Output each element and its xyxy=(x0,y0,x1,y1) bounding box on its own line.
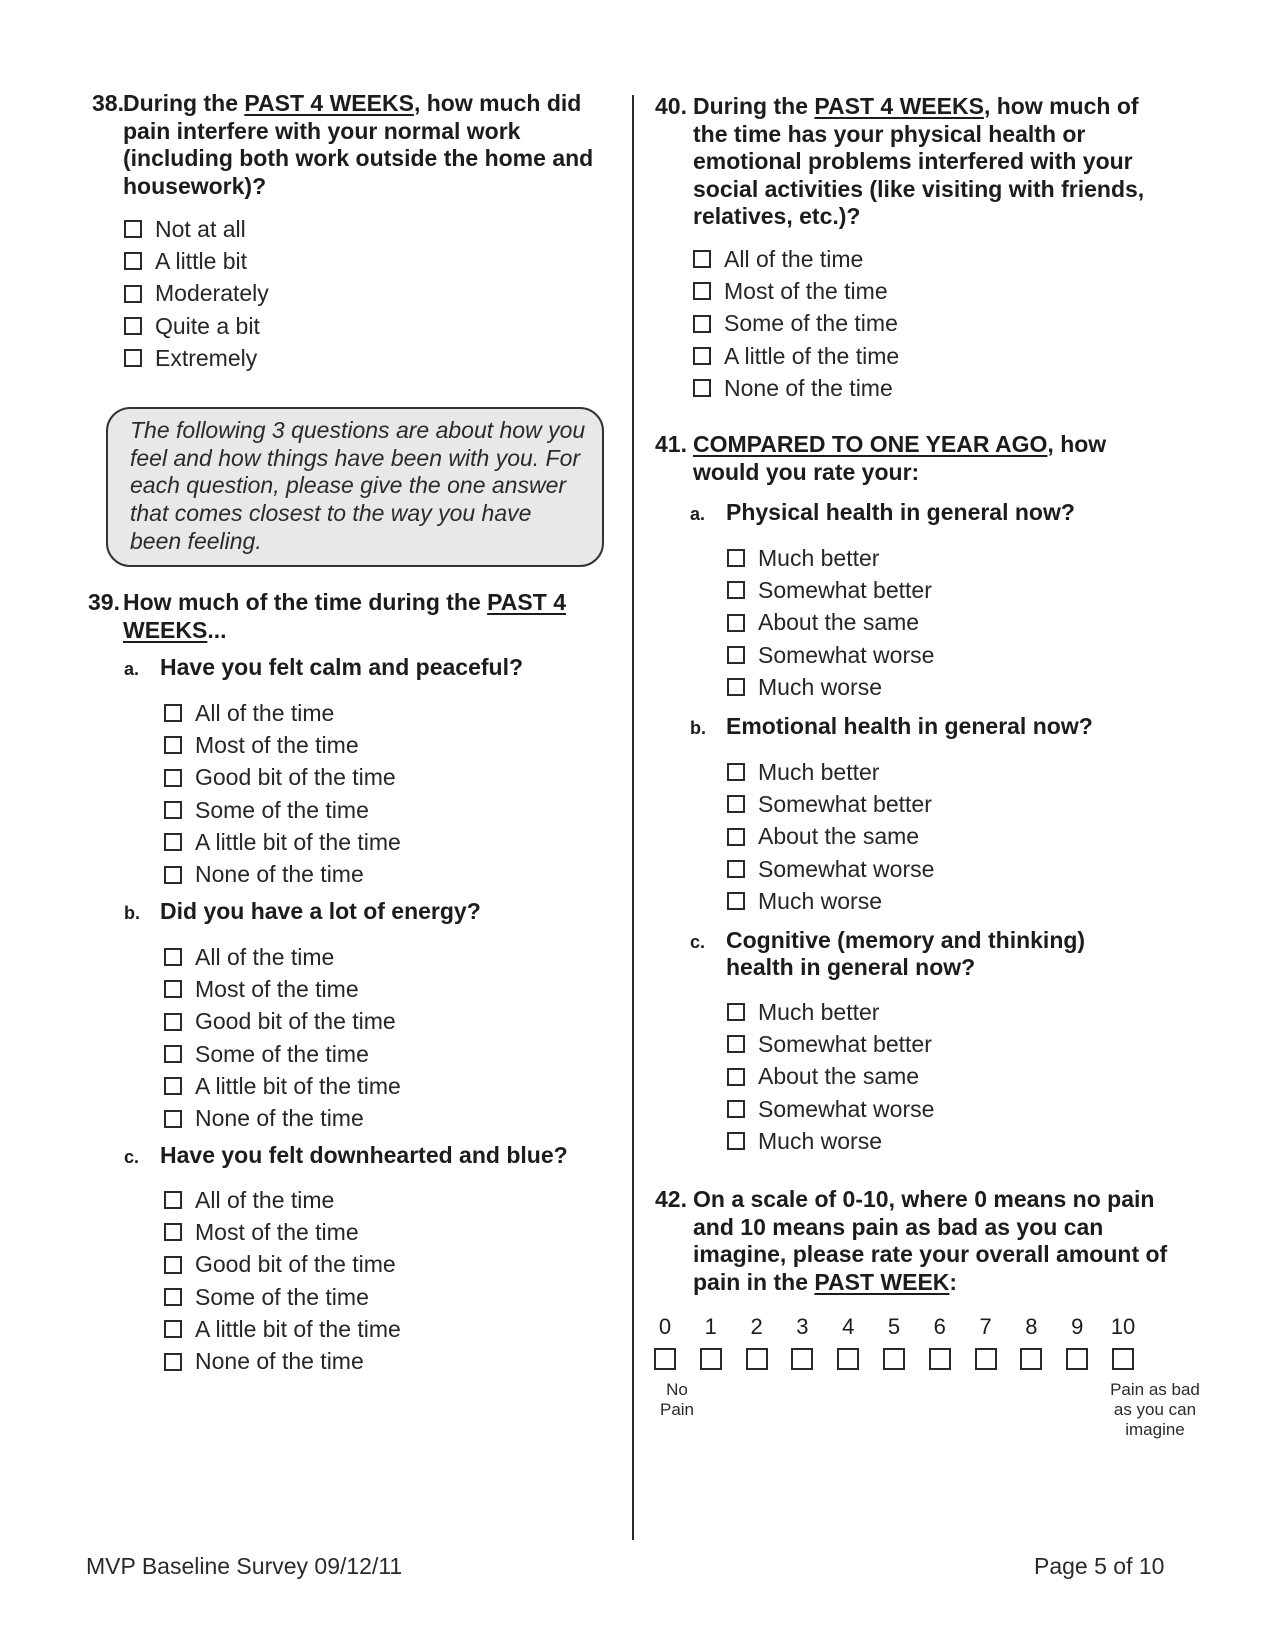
question-41b: b. Emotional health in general now? xyxy=(690,713,1093,739)
question-number: 39. xyxy=(88,589,120,615)
option-label: Somewhat better xyxy=(758,1030,932,1057)
scale-checkbox[interactable] xyxy=(975,1348,997,1370)
option-label: Moderately xyxy=(155,280,269,307)
scale-number: 9 xyxy=(1071,1314,1084,1339)
answer-checkbox[interactable] xyxy=(727,1003,745,1021)
q41b-options xyxy=(727,756,934,917)
answer-checkbox[interactable] xyxy=(727,581,745,599)
answer-checkbox[interactable] xyxy=(727,549,745,567)
option-label: None of the time xyxy=(724,374,893,401)
option-label: All of the time xyxy=(195,943,335,970)
option-label: Most of the time xyxy=(724,277,888,304)
scale-point xyxy=(966,1314,1006,1370)
option-item xyxy=(164,941,401,973)
option-item xyxy=(693,372,899,404)
option-label: About the same xyxy=(758,1063,920,1090)
option-item xyxy=(164,826,401,858)
q41c-options xyxy=(727,996,934,1157)
option-item xyxy=(124,342,269,374)
question-40: 40. During the PAST 4 WEEKS, how much of the time has your physical health or emotional problems interfered with your social activities (like visiting with friends, relatives, etc.)? xyxy=(655,93,1145,229)
option-label: Not at all xyxy=(155,215,246,242)
option-label: Somewhat worse xyxy=(758,1095,935,1122)
answer-checkbox[interactable] xyxy=(693,315,711,333)
emphasis: PAST 4 WEEKS xyxy=(244,90,414,116)
option-label: Good bit of the time xyxy=(195,1251,396,1278)
option-item xyxy=(727,996,934,1028)
answer-checkbox[interactable] xyxy=(164,833,182,851)
option-item xyxy=(164,858,401,890)
option-label: Somewhat worse xyxy=(758,855,935,882)
option-item xyxy=(693,340,899,372)
scale-point xyxy=(1103,1314,1143,1370)
answer-checkbox[interactable] xyxy=(164,704,182,722)
question-number: 38. xyxy=(92,90,124,116)
q38-options xyxy=(124,213,269,374)
scale-number: 6 xyxy=(933,1314,946,1339)
option-label: Some of the time xyxy=(195,1283,369,1310)
option-item xyxy=(727,542,934,574)
page-number: Page 5 of 10 xyxy=(1034,1553,1165,1579)
option-item xyxy=(164,1281,401,1313)
option-item xyxy=(164,1006,401,1038)
option-item xyxy=(164,1184,401,1216)
scale-checkbox[interactable] xyxy=(654,1348,676,1370)
q39c-options xyxy=(164,1184,401,1378)
scale-checkbox[interactable] xyxy=(791,1348,813,1370)
option-item xyxy=(164,1102,401,1134)
option-item xyxy=(164,1313,401,1345)
option-label: Much worse xyxy=(758,673,882,700)
option-label: Much better xyxy=(758,544,880,571)
scale-number: 8 xyxy=(1025,1314,1038,1339)
answer-checkbox[interactable] xyxy=(693,250,711,268)
option-label: Good bit of the time xyxy=(195,764,396,791)
scale-checkbox[interactable] xyxy=(1020,1348,1042,1370)
option-item xyxy=(727,885,934,917)
option-item xyxy=(164,1216,401,1248)
answer-checkbox[interactable] xyxy=(727,828,745,846)
option-label: A little bit of the time xyxy=(195,1315,401,1342)
scale-point xyxy=(828,1314,868,1370)
option-label: A little bit of the time xyxy=(195,1072,401,1099)
option-item xyxy=(693,243,899,275)
answer-checkbox[interactable] xyxy=(124,317,142,335)
answer-checkbox[interactable] xyxy=(727,1132,745,1150)
answer-checkbox[interactable] xyxy=(164,1013,182,1031)
option-label: Some of the time xyxy=(724,310,898,337)
option-item xyxy=(164,973,401,1005)
option-item xyxy=(727,1093,934,1125)
option-item xyxy=(164,1249,401,1281)
option-item xyxy=(164,762,401,794)
question-number: 41. xyxy=(655,431,687,457)
option-item xyxy=(124,310,269,342)
option-item xyxy=(693,275,899,307)
question-38: 38. During the PAST 4 WEEKS, how much did pain interfere with your normal work (including both work outside the home and housework)? xyxy=(92,90,594,199)
q41a-options xyxy=(727,542,934,703)
scale-number: 5 xyxy=(887,1314,901,1339)
option-label: Some of the time xyxy=(195,1040,369,1067)
option-item xyxy=(164,1345,401,1377)
scale-point xyxy=(874,1314,914,1370)
option-item xyxy=(727,671,934,703)
answer-checkbox[interactable] xyxy=(693,379,711,397)
option-label: Most of the time xyxy=(195,731,359,758)
option-label: Much worse xyxy=(758,887,882,914)
emphasis: COMPARED TO ONE YEAR AGO xyxy=(693,431,1048,457)
answer-checkbox[interactable] xyxy=(164,1320,182,1338)
option-item xyxy=(124,213,269,245)
answer-checkbox[interactable] xyxy=(727,795,745,813)
answer-checkbox[interactable] xyxy=(727,1035,745,1053)
pain-rating-scale xyxy=(655,1314,1200,1444)
option-item xyxy=(693,308,899,340)
scale-high-anchor: Pain as bad as you can imagine xyxy=(1110,1380,1200,1439)
option-label: Somewhat better xyxy=(758,576,932,603)
option-label: Most of the time xyxy=(195,1218,359,1245)
instruction-note: The following 3 questions are about how you feel and how things have been with you. For each question, please give the one answer that comes closest to the way you have been feeling. xyxy=(106,407,604,567)
answer-checkbox[interactable] xyxy=(164,1191,182,1209)
question-39c: c. Have you felt downhearted and blue? xyxy=(124,1142,568,1168)
option-item xyxy=(727,639,934,671)
option-item xyxy=(164,1038,401,1070)
column-divider xyxy=(632,95,634,1540)
scale-checkbox[interactable] xyxy=(883,1348,905,1370)
question-41a: a. Physical health in general now? xyxy=(690,499,1075,525)
answer-checkbox[interactable] xyxy=(164,736,182,754)
answer-checkbox[interactable] xyxy=(727,614,745,632)
question-41: 41. COMPARED TO ONE YEAR AGO, how would you rate your: xyxy=(655,431,1107,485)
answer-checkbox[interactable] xyxy=(124,349,142,367)
option-label: Somewhat better xyxy=(758,790,932,817)
answer-checkbox[interactable] xyxy=(124,220,142,238)
scale-checkbox[interactable] xyxy=(746,1348,768,1370)
option-label: A little bit xyxy=(155,247,248,274)
scale-point xyxy=(1011,1314,1051,1370)
question-39: 39. How much of the time during the PAST 4 WEEKS... xyxy=(88,589,566,643)
question-39a: a. Have you felt calm and peaceful? xyxy=(124,654,524,680)
option-item xyxy=(164,697,401,729)
question-number: 42. xyxy=(655,1186,687,1212)
answer-checkbox[interactable] xyxy=(727,646,745,664)
option-item xyxy=(727,1028,934,1060)
answer-checkbox[interactable] xyxy=(727,892,745,910)
option-item xyxy=(727,574,934,606)
scale-number: 3 xyxy=(796,1314,809,1339)
option-label: About the same xyxy=(758,609,920,636)
option-item xyxy=(124,278,269,310)
survey-footer-title: MVP Baseline Survey 09/12/11 xyxy=(86,1553,403,1579)
option-label: Good bit of the time xyxy=(195,1008,396,1035)
answer-checkbox[interactable] xyxy=(727,678,745,696)
answer-checkbox[interactable] xyxy=(164,1110,182,1128)
scale-number: 4 xyxy=(842,1314,855,1339)
scale-point xyxy=(1057,1314,1097,1370)
option-item xyxy=(727,1125,934,1157)
answer-checkbox[interactable] xyxy=(693,282,711,300)
answer-checkbox[interactable] xyxy=(164,1223,182,1241)
scale-point xyxy=(645,1314,685,1370)
option-label: None of the time xyxy=(195,861,364,888)
option-item xyxy=(124,245,269,277)
question-41c: c. Cognitive (memory and thinking) health in general now? xyxy=(690,927,1086,980)
scale-number: 1 xyxy=(704,1314,717,1339)
option-label: Most of the time xyxy=(195,975,359,1002)
scale-number: 7 xyxy=(979,1314,992,1339)
option-label: A little bit of the time xyxy=(195,828,401,855)
scale-checkbox[interactable] xyxy=(837,1348,859,1370)
q39b-options xyxy=(164,941,401,1135)
answer-checkbox[interactable] xyxy=(164,1077,182,1095)
option-item xyxy=(164,1070,401,1102)
option-item xyxy=(727,853,934,885)
answer-checkbox[interactable] xyxy=(727,763,745,781)
option-item xyxy=(164,794,401,826)
answer-checkbox[interactable] xyxy=(164,1288,182,1306)
scale-low-anchor: No Pain xyxy=(659,1380,695,1419)
scale-number: 0 xyxy=(658,1314,672,1339)
option-label: None of the time xyxy=(195,1105,364,1132)
question-39b: b. Did you have a lot of energy? xyxy=(124,898,481,924)
option-item xyxy=(727,756,934,788)
option-label: All of the time xyxy=(195,1186,335,1213)
emphasis: PAST 4 WEEKS xyxy=(814,93,984,119)
scale-point xyxy=(691,1314,731,1370)
option-item xyxy=(727,821,934,853)
question-42: 42. On a scale of 0-10, where 0 means no pain and 10 means pain as bad as you can imagine, please rate your overall amount of pain in the PAST WEEK: xyxy=(655,1186,1168,1295)
option-label: A little of the time xyxy=(724,342,900,369)
option-label: Much better xyxy=(758,998,880,1025)
scale-checkbox[interactable] xyxy=(1112,1348,1134,1370)
scale-checkbox[interactable] xyxy=(700,1348,722,1370)
option-label: None of the time xyxy=(195,1348,364,1375)
scale-point xyxy=(920,1314,960,1370)
option-label: Somewhat worse xyxy=(758,641,935,668)
answer-checkbox[interactable] xyxy=(164,980,182,998)
option-label: Quite a bit xyxy=(155,312,260,339)
emphasis: PAST 4 WEEKS xyxy=(123,589,566,643)
option-label: All of the time xyxy=(724,245,864,272)
scale-point xyxy=(782,1314,822,1370)
option-item xyxy=(164,729,401,761)
answer-checkbox[interactable] xyxy=(164,1353,182,1371)
option-item xyxy=(727,1061,934,1093)
q39a-options xyxy=(164,697,401,891)
option-item xyxy=(727,607,934,639)
answer-checkbox[interactable] xyxy=(164,866,182,884)
answer-checkbox[interactable] xyxy=(164,948,182,966)
option-label: Extremely xyxy=(155,344,258,371)
scale-checkbox[interactable] xyxy=(1066,1348,1088,1370)
answer-checkbox[interactable] xyxy=(727,1068,745,1086)
scale-point xyxy=(737,1314,777,1370)
answer-checkbox[interactable] xyxy=(164,1256,182,1274)
scale-checkbox[interactable] xyxy=(929,1348,951,1370)
answer-checkbox[interactable] xyxy=(164,801,182,819)
option-label: All of the time xyxy=(195,699,335,726)
answer-checkbox[interactable] xyxy=(164,769,182,787)
scale-number: 2 xyxy=(750,1314,763,1339)
answer-checkbox[interactable] xyxy=(727,860,745,878)
scale-number: 10 xyxy=(1110,1314,1136,1339)
option-label: Much better xyxy=(758,758,880,785)
option-label: Some of the time xyxy=(195,796,369,823)
option-item xyxy=(727,788,934,820)
answer-checkbox[interactable] xyxy=(693,347,711,365)
answer-checkbox[interactable] xyxy=(164,1045,182,1063)
option-label: Much worse xyxy=(758,1127,882,1154)
answer-checkbox[interactable] xyxy=(727,1100,745,1118)
emphasis: PAST WEEK xyxy=(814,1268,950,1295)
answer-checkbox[interactable] xyxy=(124,252,142,270)
q40-options xyxy=(693,243,899,404)
question-number: 40. xyxy=(655,93,687,119)
answer-checkbox[interactable] xyxy=(124,285,142,303)
option-label: About the same xyxy=(758,823,920,850)
